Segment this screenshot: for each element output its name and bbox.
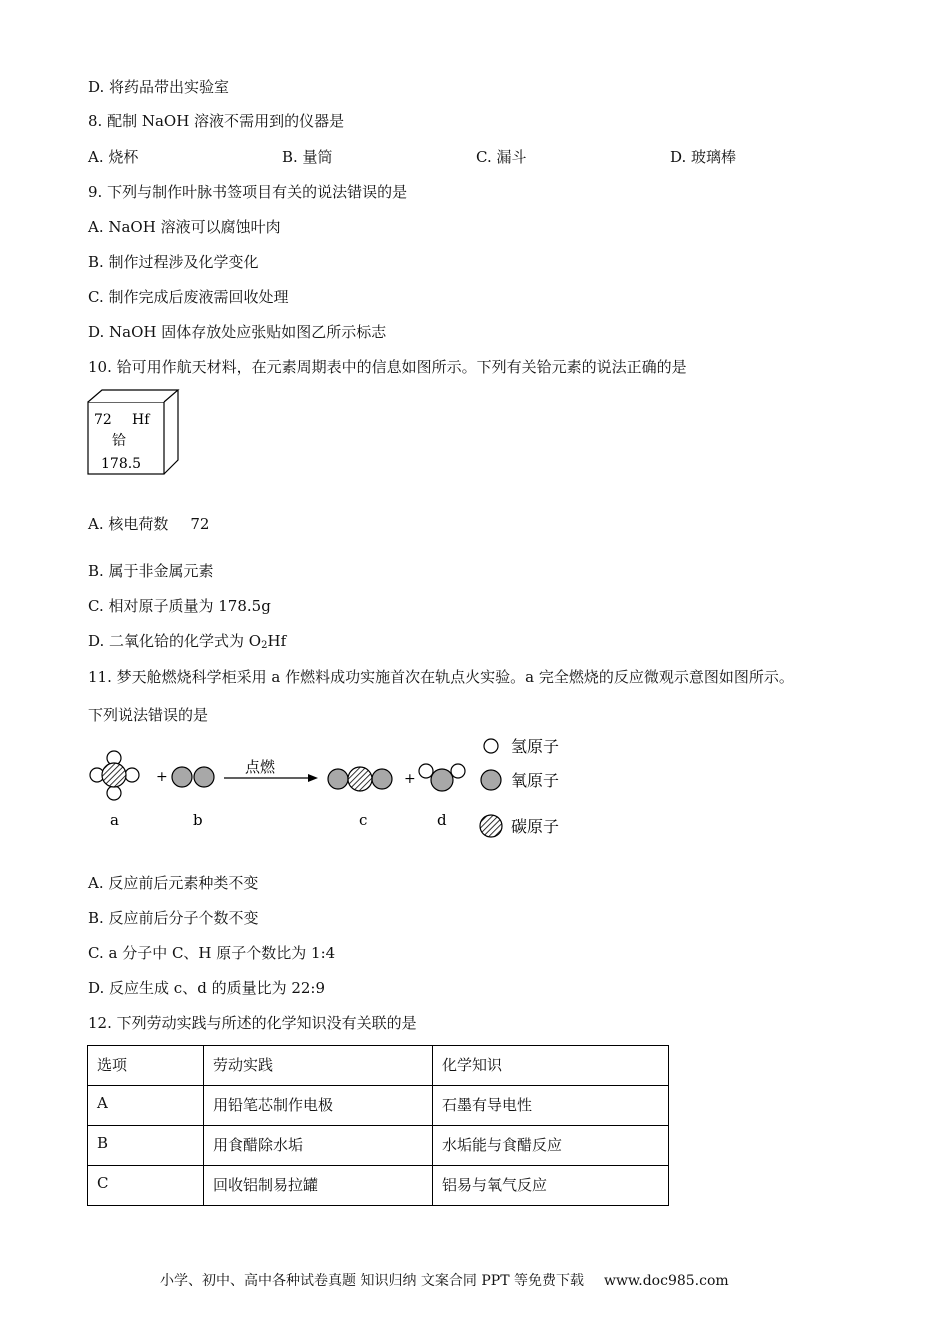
molecule-d xyxy=(419,764,465,791)
table-header-cell: 劳动实践 xyxy=(204,1046,433,1086)
q8-option-b: B. 量筒 xyxy=(282,148,333,166)
q9-option-a: A. NaOH 溶液可以腐蚀叶肉 xyxy=(88,218,281,236)
table-row xyxy=(88,1166,669,1206)
element-mass: 178.5 xyxy=(101,456,142,472)
element-symbol: Hf xyxy=(132,412,150,428)
q8-option-c: C. 漏斗 xyxy=(476,148,527,166)
q10-option-c: C. 相对原子质量为 178.5g xyxy=(88,597,271,615)
table-cell: 用食醋除水垢 xyxy=(204,1126,433,1166)
legend xyxy=(480,737,559,837)
table-cell: 铝易与氧气反应 xyxy=(433,1166,669,1206)
element-card-hf xyxy=(86,388,182,478)
table-row xyxy=(88,1086,669,1126)
q10-option-d-sub: 2 xyxy=(261,640,268,651)
arrow-label: 点燃 xyxy=(245,758,276,776)
plus-sign-1: + xyxy=(156,769,168,785)
footer-url[interactable]: www.doc985.com xyxy=(603,1273,729,1289)
q10-stem: 10. 铪可用作航天材料，在元素周期表中的信息如图所示。下列有关铪元素的说法正确的是 xyxy=(88,358,687,376)
q10-option-d xyxy=(88,631,286,656)
table-cell: 用铅笔芯制作电极 xyxy=(204,1086,433,1126)
page-footer xyxy=(160,1270,729,1290)
q10-option-b: B. 属于非金属元素 xyxy=(88,562,214,580)
molecule-a xyxy=(90,751,139,800)
table-header-row xyxy=(88,1046,669,1086)
q8-stem: 8. 配制 NaOH 溶液不需用到的仪器是 xyxy=(88,112,345,130)
element-number: 72 xyxy=(94,412,112,428)
plus-sign-2: + xyxy=(404,771,416,787)
q7-option-d: D. 将药品带出实验室 xyxy=(88,78,230,96)
q12-stem: 12. 下列劳动实践与所述的化学知识没有关联的是 xyxy=(88,1014,417,1032)
q9-stem: 9. 下列与制作叶脉书签项目有关的说法错误的是 xyxy=(88,183,408,201)
q9-option-d: D. NaOH 固体存放处应张贴如图乙所示标志 xyxy=(88,323,387,341)
legend-hydrogen: 氢原子 xyxy=(511,737,560,756)
label-a: a xyxy=(110,811,119,829)
table-cell: C xyxy=(88,1166,204,1206)
legend-carbon: 碳原子 xyxy=(511,817,560,836)
molecule-b xyxy=(172,767,214,787)
q11-option-c: C. a 分子中 C、H 原子个数比为 1:4 xyxy=(88,944,336,962)
legend-oxygen: 氧原子 xyxy=(511,771,560,790)
q11-stem-line2: 下列说法错误的是 xyxy=(88,706,209,724)
q11-option-d: D. 反应生成 c、d 的质量比为 22:9 xyxy=(88,979,326,997)
q9-option-b: B. 制作过程涉及化学变化 xyxy=(88,253,259,271)
label-c: c xyxy=(359,811,368,829)
q10-option-a xyxy=(88,514,209,534)
q10-option-a-value: 72 xyxy=(190,515,210,533)
q8-option-d: D. 玻璃棒 xyxy=(670,148,737,166)
label-d: d xyxy=(437,811,447,829)
q10-option-d-prefix: D. 二氧化铪的化学式为 O xyxy=(88,632,262,650)
table-cell: 石墨有导电性 xyxy=(433,1086,669,1126)
table-header-cell: 化学知识 xyxy=(433,1046,669,1086)
q8-option-a: A. 烧杯 xyxy=(88,148,139,166)
footer-text: 小学、初中、高中各种试卷真题 知识归纳 文案合同 PPT 等免费下载 xyxy=(160,1273,584,1289)
q11-option-a: A. 反应前后元素种类不变 xyxy=(88,874,259,892)
label-b: b xyxy=(193,811,203,829)
table-cell: 回收铝制易拉罐 xyxy=(204,1166,433,1206)
table-header-cell: 选项 xyxy=(88,1046,204,1086)
q10-option-d-suffix: Hf xyxy=(267,632,287,650)
q11-stem-line1: 11. 梦天舱燃烧科学柜采用 a 作燃料成功实施首次在轨点火实验。a 完全燃烧的反应微观示意图如图所示。 xyxy=(88,668,794,686)
table-row xyxy=(88,1126,669,1166)
element-name: 铪 xyxy=(112,433,126,449)
reaction-diagram xyxy=(80,730,600,845)
q11-option-b: B. 反应前后分子个数不变 xyxy=(88,909,259,927)
q10-option-a-label: A. 核电荷数 xyxy=(88,515,169,533)
molecule-c xyxy=(328,767,392,791)
q9-option-c: C. 制作完成后废液需回收处理 xyxy=(88,288,289,306)
table-cell: A xyxy=(88,1086,204,1126)
table-cell: B xyxy=(88,1126,204,1166)
table-cell: 水垢能与食醋反应 xyxy=(433,1126,669,1166)
q12-table xyxy=(87,1045,669,1206)
